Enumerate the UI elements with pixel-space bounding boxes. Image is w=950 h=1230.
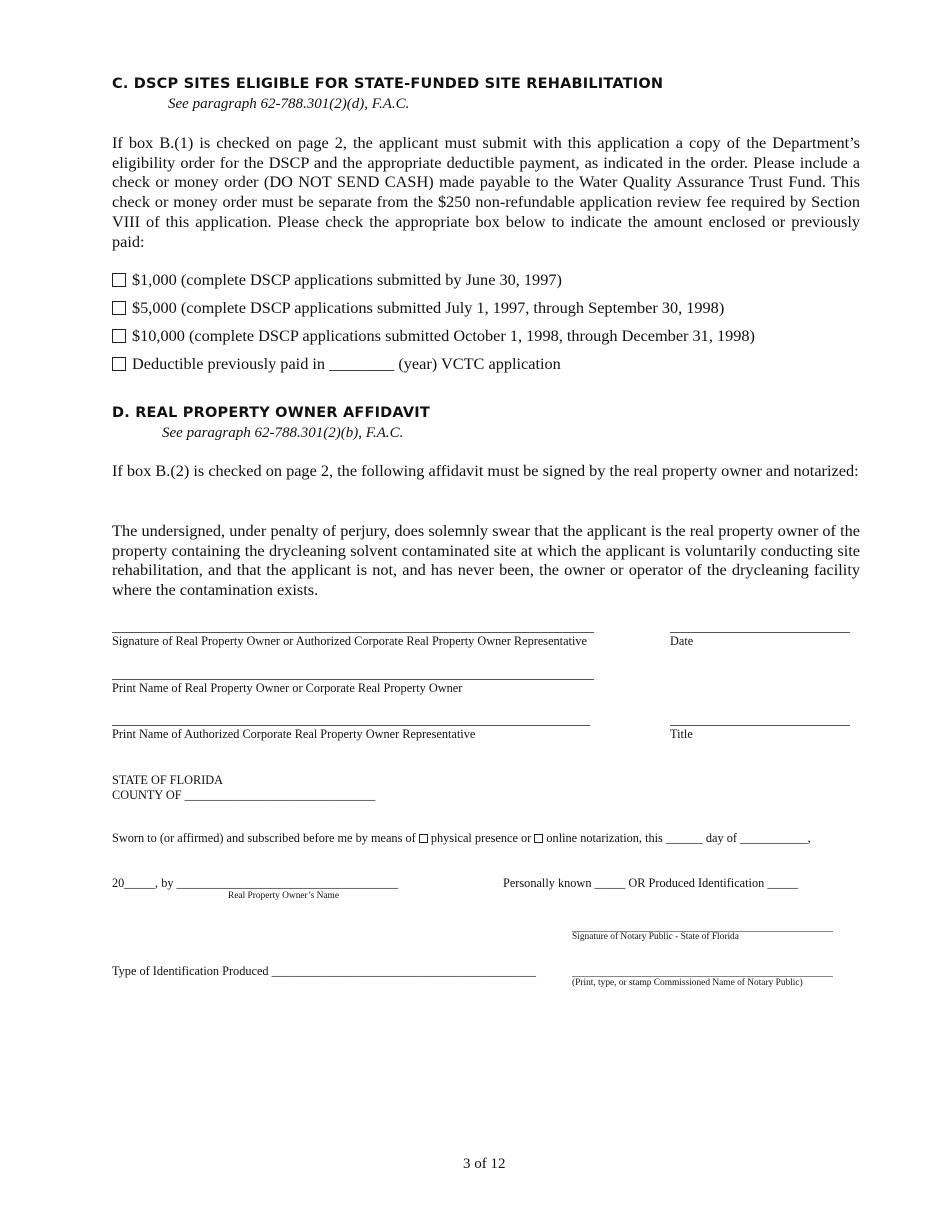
sworn-statement xyxy=(112,831,811,846)
print-rep-name-line[interactable] xyxy=(112,725,590,726)
option-label-10000: $10,000 (complete DSCP applications submitted October 1, 1998, through December 31, 1998) xyxy=(132,326,755,345)
deductible-option-5000[interactable] xyxy=(112,298,724,318)
sworn-text-2: physical presence or xyxy=(430,831,532,845)
online-notarization-checkbox[interactable] xyxy=(534,834,543,843)
checkbox-1000[interactable] xyxy=(112,273,126,287)
print-owner-name-line[interactable] xyxy=(112,679,594,680)
county-of-field[interactable]: COUNTY OF _______________________________ xyxy=(112,788,376,802)
state-of-florida: STATE OF FLORIDA xyxy=(112,773,224,787)
section-c-reference: See paragraph 62-788.301(2)(d), F.A.C. xyxy=(168,96,410,112)
year-by-field[interactable]: 20_____, by ____________________________________ xyxy=(112,876,398,890)
title-label: Title xyxy=(670,727,693,741)
checkbox-5000[interactable] xyxy=(112,301,126,315)
print-rep-name-label: Print Name of Authorized Corporate Real Property Owner Representative xyxy=(112,727,476,741)
section-c-paragraph: If box B.(1) is checked on page 2, the applicant must submit with this application a copy of the Department’s eligibility order for the DSCP and the appropriate deductible payment, as indicated in the order. Please include a check or money order (DO NOT SEND CASH) made payable to the Water Quality Assurance Trust Fund. This check or money order must be separate from the $250 non-refundable application review fee required by Section VIII of this application. Please check the appropriate box below to indicate the amount enclosed or previously paid: xyxy=(112,133,860,251)
notary-name-caption: (Print, type, or stamp Commissioned Name of Notary Public) xyxy=(572,978,803,988)
sworn-text-3: online notarization, this ______ day of ___________, xyxy=(546,831,811,845)
deductible-option-10000[interactable] xyxy=(112,326,755,346)
option-label-5000: $5,000 (complete DSCP applications submitted July 1, 1997, through September 30, 1998) xyxy=(132,298,725,317)
owner-signature-line[interactable] xyxy=(112,632,594,633)
section-d-intro: If box B.(2) is checked on page 2, the following affidavit must be signed by the real property owner and notarized: xyxy=(112,461,859,480)
owner-name-caption: Real Property Owner’s Name xyxy=(228,891,339,901)
option-label-1000: $1,000 (complete DSCP applications submitted by June 30, 1997) xyxy=(132,270,562,289)
checkbox-previously-paid[interactable] xyxy=(112,357,126,371)
print-owner-name-label: Print Name of Real Property Owner or Corporate Real Property Owner xyxy=(112,681,463,695)
section-d-heading: D. REAL PROPERTY OWNER AFFIDAVIT xyxy=(112,405,430,421)
date-line[interactable] xyxy=(670,632,850,633)
affidavit-text: The undersigned, under penalty of perjury, does solemnly swear that the applicant is the real property owner of the property containing the drycleaning solvent contaminated site at which the applicant is voluntarily conducting site rehabilitation, and that the applicant is not, and has never been, the owner or operator of the drycleaning facility where the contamination exists. xyxy=(112,521,860,600)
option-label-previously-paid: Deductible previously paid in ________ (year) VCTC application xyxy=(132,354,561,373)
owner-signature-label: Signature of Real Property Owner or Authorized Corporate Real Property Owner Representative xyxy=(112,634,587,648)
section-c-heading: C. DSCP SITES ELIGIBLE FOR STATE-FUNDED SITE REHABILITATION xyxy=(112,76,664,92)
section-d-reference: See paragraph 62-788.301(2)(b), F.A.C. xyxy=(162,425,404,441)
checkbox-10000[interactable] xyxy=(112,329,126,343)
page-number: 3 of 12 xyxy=(463,1156,506,1172)
personally-known-field[interactable]: Personally known _____ OR Produced Identification _____ xyxy=(503,876,799,890)
sworn-text-1: Sworn to (or affirmed) and subscribed before me by means of xyxy=(112,831,416,845)
notary-signature-caption: Signature of Notary Public - State of Florida xyxy=(572,932,739,942)
notary-name-line[interactable] xyxy=(572,976,833,977)
deductible-option-1000[interactable] xyxy=(112,270,562,290)
physical-presence-checkbox[interactable] xyxy=(419,834,428,843)
id-type-field[interactable]: Type of Identification Produced ___________________________________________ xyxy=(112,964,537,978)
date-label: Date xyxy=(670,634,694,648)
title-line[interactable] xyxy=(670,725,850,726)
deductible-option-previously-paid[interactable] xyxy=(112,354,561,374)
